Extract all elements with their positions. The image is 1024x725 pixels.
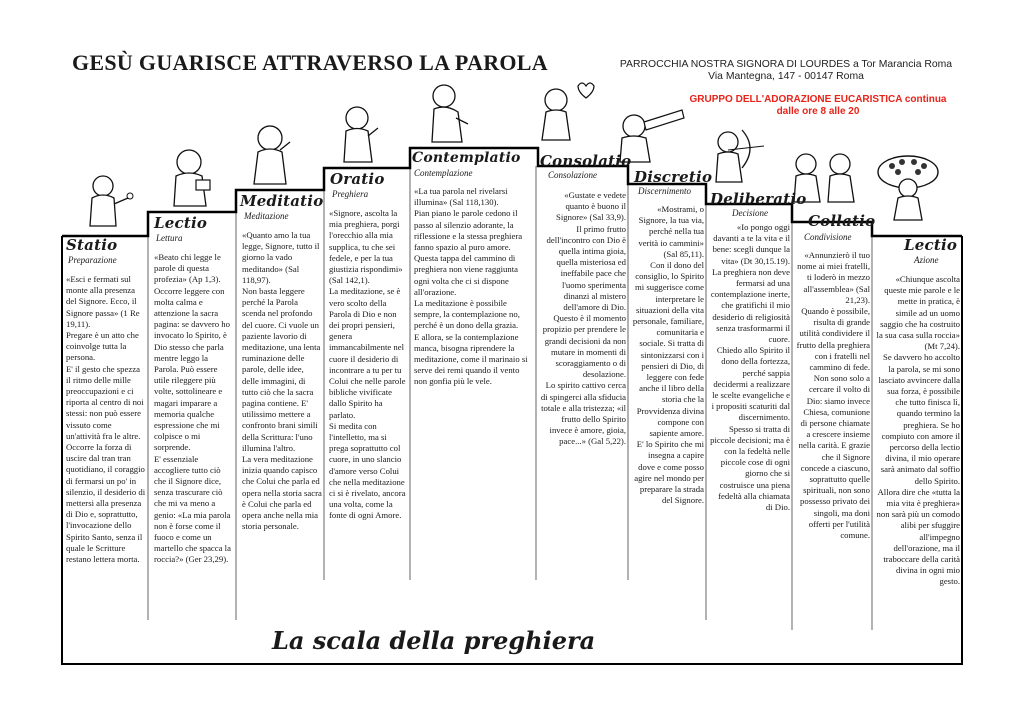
step-subtitle-contemplatio: Contemplazione [414,168,473,178]
figure-kneeling-icon [344,107,378,162]
figure-joyful-icon [542,83,594,140]
step-title-oratio: Oratio [330,170,385,188]
step-title-discretio: Discretio [634,168,713,186]
step-subtitle-meditatio: Meditazione [244,211,289,221]
step-subtitle-azione: Azione [914,255,939,265]
step-title-contemplatio: Contemplatio [412,150,521,166]
step-title-lectio: Lectio [154,214,208,232]
step-subtitle-lectio: Lettura [156,233,183,243]
step-text-meditatio: «Quanto amo la tua legge, Signore, tutto il giorno la vado meditando» (Sal 118,97). Non basta leggere perché la Parola scenda nel profondo del cuore. Ci vuole un paziente lavorio di meditazione, una lenta ruminazione delle parole, delle idee, delle immagini, di tutto ciò che la sacra pagina contiene. E' utilissimo mettere a confronto brani simili della Scrittura: l'uno illumina l'altro. La vera meditazione inizia quando capisco che Colui che parla ed opera nella storia sacra è Colui che parla ed opera anche nella mia storia personale. [242,230,322,532]
step-text-deliberatio: «Io pongo oggi davanti a te la vita e il bene: scegli dunque la vita» (Dt 30,15.19). La preghiera non deve fermarsi ad una contemplazione inerte, che gratifichi il mio desiderio di religiosità senza trasformarmi il cuore. Chiedo allo Spirito il dono della fortezza, perché sappia decidermi a realizzare le scelte evangeliche e i propositi scaturiti dal discernimento. Spesso si tratta di piccole decisioni; ma è con la fedeltà nelle piccole cose di ogni giorno che si costruisce una piena fedeltà alla chiamata di Dio. [710,222,790,513]
step-text-consolatio: «Gustate e vedete quanto è buono il Signore» (Sal 33,9). Il primo frutto dell'incontro con Dio è quella intima gioia, quella misteriosa ed ineffabile pace che l'uomo sperimenta dinanzi al mistero dell'amore di Dio. Questo è il momento propizio per prendere le grandi decisioni da non mutare in momenti di scoraggiamento o di desolazione. Lo spirito cattivo cerca di spingerci alla sfiducia totale e alla tristezza; «il frutto dello Spirito invece è amore, gioia, pace...» (Gal 5,22). [540,190,626,447]
figure-reading-icon [174,150,210,206]
step-subtitle-discretio: Discernimento [638,186,691,196]
figure-tree-icon [878,156,938,220]
step-title-lectio-azione: Lectio [904,236,958,254]
step-text-statio: «Esci e fermati sul monte alla presenza del Signore. Ecco, il Signore passa» (1 Re 19,11). Pregare è un atto che coinvolge tutta la persona. E' il gesto che spezza il ritmo delle mille preoccupazioni e ci riporta al centro di noi stessi: non può essere vissuto come un'attività fra le altre. Occorre la forza di uscire dal tran tran quotidiano, il coraggio di fermarsi un po' in silenzio, il desiderio di mettersi alla presenza di Dio e, soprattutto, l'invocazione dello Spirito Santo, senza il quale le Scritture restano lettera morta. [66,274,146,565]
figure-archer-icon [716,130,764,182]
step-title-meditatio: Meditatio [240,192,324,210]
step-text-collatio: «Annunzierò il tuo nome ai miei fratelli, ti loderò in mezzo all'assemblea» (Sal 21,23). Quando è possibile, risulta di grande utilità condividere il frutto della preghiera con i fratelli nel cammino di fede. Non sono solo a cercare il volto di Dio: siamo invece Chiesa, comunione di persone chiamate a crescere insieme nella carità. E grazie che il Signore concede a ciascuno, soprattutto quelle spirituali, non sono possesso privato dei singoli, ma doni offerti per l'utilità comune. [796,250,870,541]
step-text-oratio: «Signore, ascolta la mia preghiera, porgi l'orecchio alla mia supplica, tu che sei fedele, e per la tua giustizia rispondimi» (Sal 142,1). La meditazione, se è vero scolto della Parola di Dio e non dei propri pensieri, genera immancabilmente nel cuore il desiderio di incontrare a tu per tu Colui che nelle parole bibliche vivificate dallo Spirito ha parlato. Si medita con l'intelletto, ma si prega soprattutto col cuore, in uno slancio d'amore verso Colui che nella meditazione ci si è rivelato, ancora una volta, come la fonte di ogni Amore. [329,208,406,521]
step-title-deliberatio: Deliberatio [710,190,807,208]
step-subtitle-deliberatio: Decisione [732,208,768,218]
figure-adoring-icon [432,85,468,142]
group-line-2: dalle ore 8 alle 20 [776,106,860,117]
step-text-discretio: «Mostrami, o Signore, la tua via, perché nella tua verità io cammini» (Sal 85,11). Con il dono del consiglio, lo Spirito mi suggerisce come interpretare le situazioni della vita personale, familiare, comunitaria e sociale. Si tratta di sintonizzarsi con i pensieri di Dio, di leggere con fede anche il libro della storia che la Provvidenza divina compone con sapiente amore. E' lo Spirito che mi insegna a capire dove e come posso agire nel mondo per preparare la strada del Signore. [632,204,704,506]
parish-address: Via Mantegna, 147 - 00147 Roma [708,71,864,82]
figure-meditating-icon [254,126,290,184]
step-text-contemplatio: «La tua parola nel rivelarsi illumina» (Sal 118,130). Pian piano le parole cedono il passo al silenzio adorante, la riflessione e la stessa preghiera fanno spazio al puro amore. Questa tappa del cammino di preghiera non viene raggiunta ogni volta che ci si dispone all'orazione. La meditazione è possibile sempre, la contemplazione no, perché è un dono della grazia. E allora, se la contemplazione manca, bisogna riprendere la meditazione, come il marinaio si serve dei remi quando il vento non gonfia più le vele. [414,186,528,387]
parish-name: PARROCCHIA NOSTRA SIGNORA DI LOURDES a Tor Marancia Roma [619,59,953,70]
group-line-1: GRUPPO DELL'ADORAZIONE EUCARISTICA continua [689,94,947,105]
step-subtitle-statio: Preparazione [68,255,117,265]
step-text-lectio: «Beato chi legge le parole di questa profezia» (Ap 1,3). Occorre leggere con molta calma e attenzione la sacra pagina: se davvero ho invocato lo Spirito, è Dio stesso che parla mentre leggo la Parola. Può essere utile rileggere più volte, sottolineare e magari imparare a memoria qualche espressione che mi colpisce o mi sorprende. E' essenziale accogliere tutto ciò che il Signore dice, senza trascurare ciò che mi va meno a genio: «La mia parola non è forse come il fuoco e come un martello che spacca la roccia?» (Ger 23,29). [154,252,231,565]
page-title: GESÙ GUARISCE ATTRAVERSO LA PAROLA [72,50,548,75]
step-subtitle-consolatio: Consolazione [548,170,598,180]
figure-praying-icon [90,176,133,226]
step-title-consolatio: Consolatio [540,152,632,170]
step-title-statio: Statio [66,236,118,254]
step-title-collatio: Collatio [808,212,876,230]
step-text-azione: «Chiunque ascolta queste mie parole e le mette in pratica, è simile ad un uomo saggio che ha costruito la sua casa sulla roccia» (Mt 7,24). Se davvero ho accolto la parola, se mi sono lasciato avvincere dalla sua forza, è possibile che tutto finisca lì, quando termino la preghiera. Se ho compiuto con amore il percorso della lectio divina, il mio operare sarà animato dal soffio dello Spirito. Allora dire che «tutta la mia vita è preghiera» non sarà più un comodo alibi per sfuggire all'impegno dell'orazione, ma il traboccare della carità divina in ogni mio gesto. [876,274,960,587]
staircase-caption: La scala della preghiera [272,626,596,655]
step-subtitle-collatio: Condivisione [804,232,852,242]
step-subtitle-oratio: Preghiera [332,189,369,199]
